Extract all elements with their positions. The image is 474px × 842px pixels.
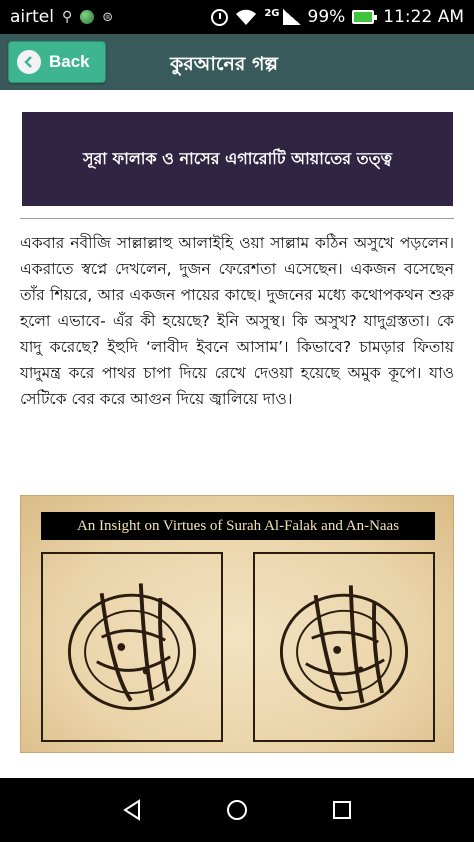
article-content[interactable] [0, 90, 474, 778]
status-left [10, 7, 113, 27]
network-type-label: 2G [264, 7, 280, 19]
clock: 11:22 AM [383, 7, 464, 27]
app-bar [0, 34, 474, 90]
divider [20, 218, 454, 219]
app-title: কুরআনের গল্প [170, 53, 278, 75]
calligraphy-image [20, 495, 454, 753]
battery-percent: 99% [307, 7, 346, 27]
recents-square-icon[interactable] [327, 795, 357, 825]
home-circle-icon[interactable] [222, 795, 252, 825]
usb-icon: ⚲ [61, 9, 73, 25]
status-bar [0, 0, 474, 34]
android-debug-icon: ⊜ [102, 9, 114, 25]
back-button-label: Back [49, 52, 90, 71]
carrier-label: airtel [10, 7, 54, 27]
back-triangle-icon[interactable] [117, 795, 147, 825]
back-button[interactable] [8, 41, 106, 83]
chevron-left-icon [17, 50, 41, 74]
article-body: একবার নবীজি সাল্লাল্লাহু আলাইহি ওয়া সাল্লাম কঠিন অসুখে পড়লেন। একরাতে স্বপ্নে দেখলেন, দুজন ফেরেশতা এসেছেন। একজন বসেছেন তাঁর শিয়রে, আর একজন পায়ের কাছে। দুজনের মধ্যে কথোপকথন শুরু হলো এভাবে- এঁর কী হয়েছে? ইনি অসুস্থ। কি অসুখ? যাদুগ্রস্ততা। কে যাদু করেছে? ইহুদি ‘লাবীদ ইবনে আসাম’। কিভাবে? চামড়ার ফিতায় যাদুমন্ত্র করে পাথর চাপা দিয়ে রেখে দেওয়া হয়েছে অমুক কূপে। যাও সেটিকে বের করে আগুন দিয়ে জ্বালিয়ে দাও। [20, 234, 454, 408]
globe-app-icon [80, 10, 94, 24]
signal-icon [283, 9, 301, 25]
calligraphy-falak [41, 552, 223, 742]
status-right [211, 7, 464, 27]
navigation-bar [0, 778, 474, 842]
article-title-box [22, 112, 453, 206]
image-caption: An Insight on Virtues of Surah Al-Falak and An-Naas [76, 517, 400, 534]
image-caption-banner [41, 512, 435, 540]
alarm-icon [211, 9, 228, 26]
article-title: সূরা ফালাক ও নাসের এগারোটি আয়াতের তত্ত্ব [82, 148, 393, 168]
wifi-icon [235, 8, 257, 26]
battery-icon [352, 10, 374, 24]
calligraphy-naas [253, 552, 435, 742]
